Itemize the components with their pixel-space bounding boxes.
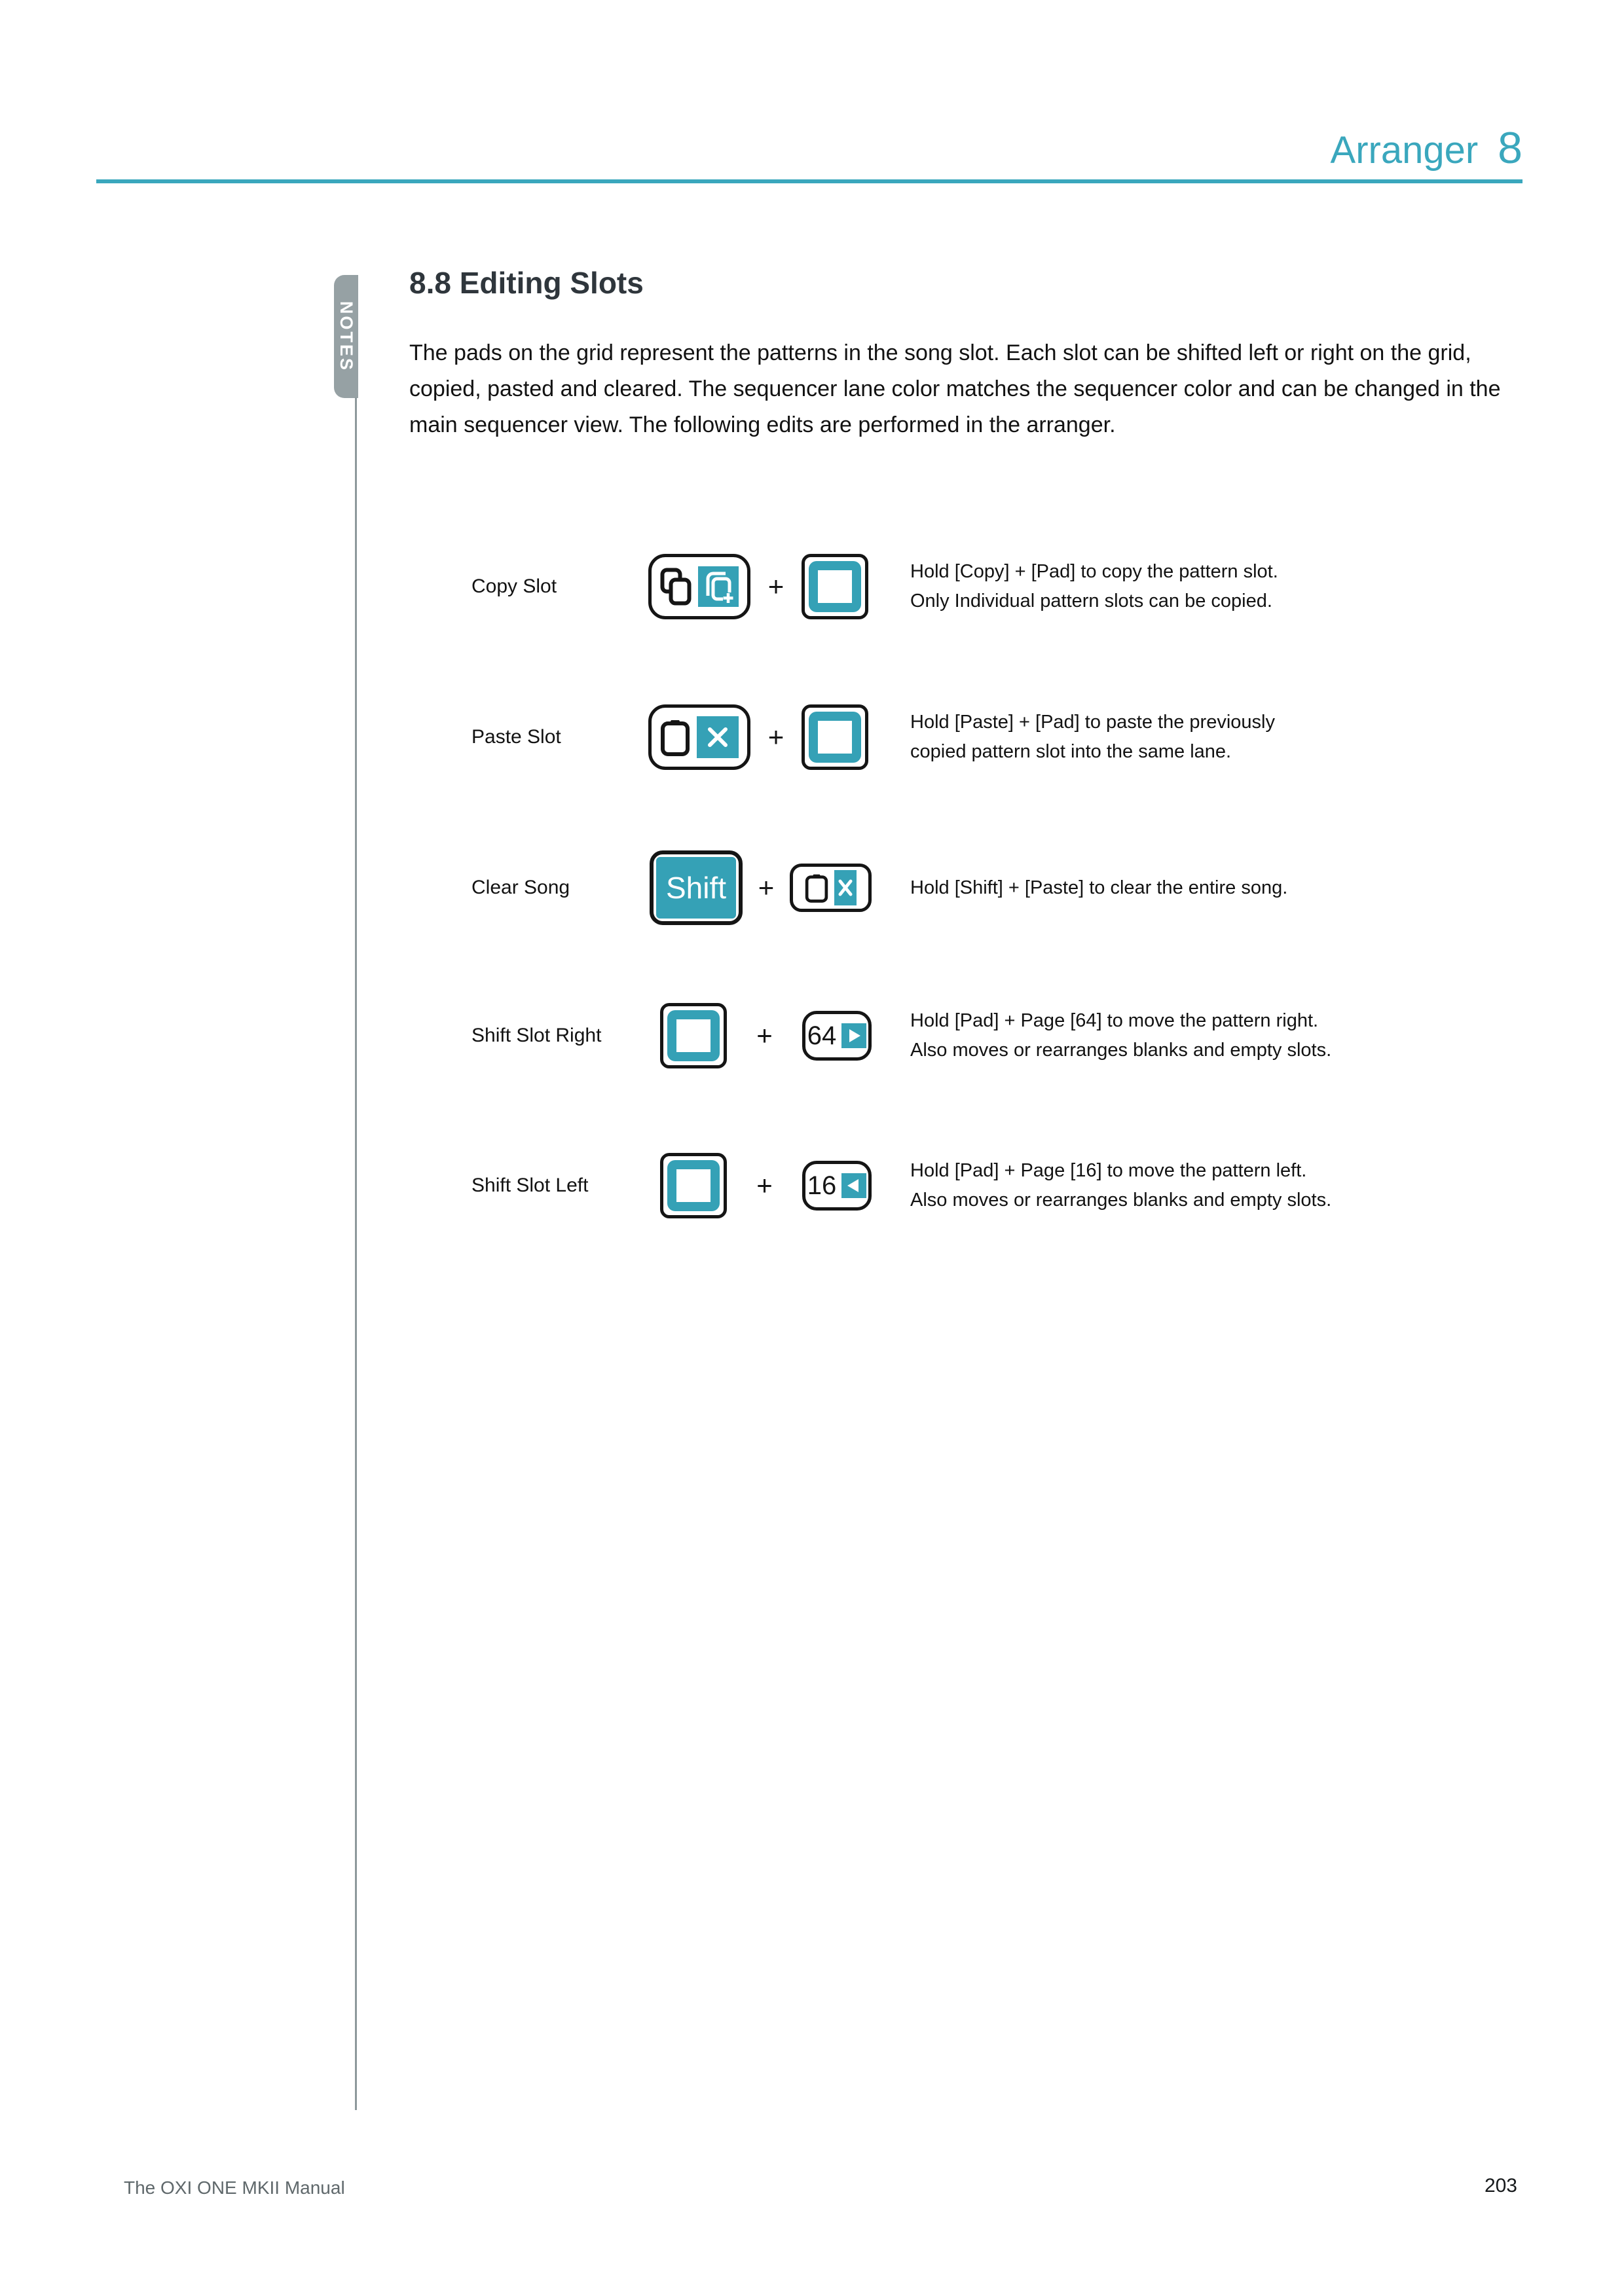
operation-description <box>910 1006 1331 1065</box>
copy-add-key-face <box>698 566 739 607</box>
paste-key-button <box>648 704 750 770</box>
pad-frame-icon <box>667 1010 720 1061</box>
description-line: copied pattern slot into the same lane. <box>910 741 1232 762</box>
pad-key <box>660 1153 727 1218</box>
plus-sign: + <box>756 1020 773 1051</box>
operation-label: Clear Song <box>471 877 570 898</box>
footer-manual-title: The OXI ONE MKII Manual <box>124 2178 345 2198</box>
pad-frame-icon <box>667 1160 720 1211</box>
operation-row-copy-slot <box>471 550 1585 623</box>
description-line: Hold [Pad] + Page [16] to move the pattern left. <box>910 1160 1307 1181</box>
description-line: Also moves or rearranges blanks and empty slots. <box>910 1040 1332 1061</box>
operation-row-paste-slot <box>471 701 1585 774</box>
shift-key-button <box>650 850 743 925</box>
plus-sign: + <box>767 721 784 752</box>
clipboard-icon <box>805 872 828 903</box>
chapter-title: Arranger <box>1330 129 1479 172</box>
operation-label: Shift Slot Right <box>471 1025 602 1046</box>
clipboard-icon <box>660 718 690 757</box>
description-line: Hold [Paste] + [Pad] to paste the previously <box>910 712 1275 733</box>
operation-keys <box>648 1153 910 1218</box>
description-line: Hold [Shift] + [Paste] to clear the entire song. <box>910 877 1288 898</box>
page-64-key-button <box>802 1011 872 1061</box>
operation-keys <box>648 1003 910 1068</box>
footer-page-number: 203 <box>1484 2175 1517 2196</box>
plus-sign: + <box>758 872 775 903</box>
operation-row-clear-song <box>471 849 1585 926</box>
plus-sign: + <box>767 571 784 602</box>
copy-icon <box>660 568 692 606</box>
paste-key-button <box>790 864 872 912</box>
notes-guide-line <box>355 397 357 2110</box>
operation-row-shift-slot-left <box>471 1150 1585 1221</box>
operation-keys <box>648 704 910 770</box>
page-16-key-button <box>802 1161 872 1211</box>
shift-key-face: Shift <box>656 857 736 919</box>
page-key-label: 64 <box>807 1021 837 1050</box>
operation-description <box>910 708 1275 767</box>
operation-label: Copy Slot <box>471 575 557 597</box>
pad-key <box>802 704 868 770</box>
pad-key <box>802 554 868 619</box>
description-line: Only Individual pattern slots can be copied. <box>910 591 1272 611</box>
pad-frame-icon <box>809 561 861 612</box>
plus-sign: + <box>756 1170 773 1201</box>
triangle-right-icon <box>845 1027 862 1044</box>
operation-description <box>910 557 1278 616</box>
paste-x-key-face <box>697 716 739 758</box>
paste-x-key-face <box>834 870 857 905</box>
triangle-left-icon <box>845 1177 862 1194</box>
page-forward-key-face <box>841 1023 866 1048</box>
operation-row-shift-slot-right <box>471 1000 1585 1071</box>
page-key-label: 16 <box>807 1171 837 1200</box>
operation-label: Shift Slot Left <box>471 1175 589 1196</box>
header-rule <box>96 179 1522 183</box>
notes-tab-label: NOTES <box>337 301 356 372</box>
pad-key <box>660 1003 727 1068</box>
pad-frame-icon <box>809 712 861 763</box>
operation-keys <box>648 850 910 925</box>
operation-description <box>910 873 1287 903</box>
chapter-number: 8 <box>1498 123 1522 173</box>
operation-label: Paste Slot <box>471 726 561 748</box>
page-back-key-face <box>841 1173 866 1198</box>
chapter-header <box>1330 123 1522 173</box>
section-intro: The pads on the grid represent the patterns in the song slot. Each slot can be shifted left or right on the grid, copied, pasted and cleared. The sequencer lane color matches the sequencer color and can be changed in the main sequencer view. The following edits are performed in the arranger. <box>409 340 1501 437</box>
notes-tab <box>334 275 358 398</box>
section-title: 8.8 Editing Slots <box>409 266 644 300</box>
x-icon <box>705 725 730 750</box>
description-line: Hold [Pad] + Page [64] to move the pattern right. <box>910 1010 1319 1031</box>
copy-add-icon <box>703 570 733 604</box>
description-line: Hold [Copy] + [Pad] to copy the pattern slot. <box>910 561 1278 582</box>
operation-description <box>910 1156 1331 1215</box>
description-line: Also moves or rearranges blanks and empty slots. <box>910 1190 1332 1211</box>
operation-keys <box>648 554 910 619</box>
x-icon <box>838 877 853 898</box>
copy-key-button <box>648 554 750 619</box>
